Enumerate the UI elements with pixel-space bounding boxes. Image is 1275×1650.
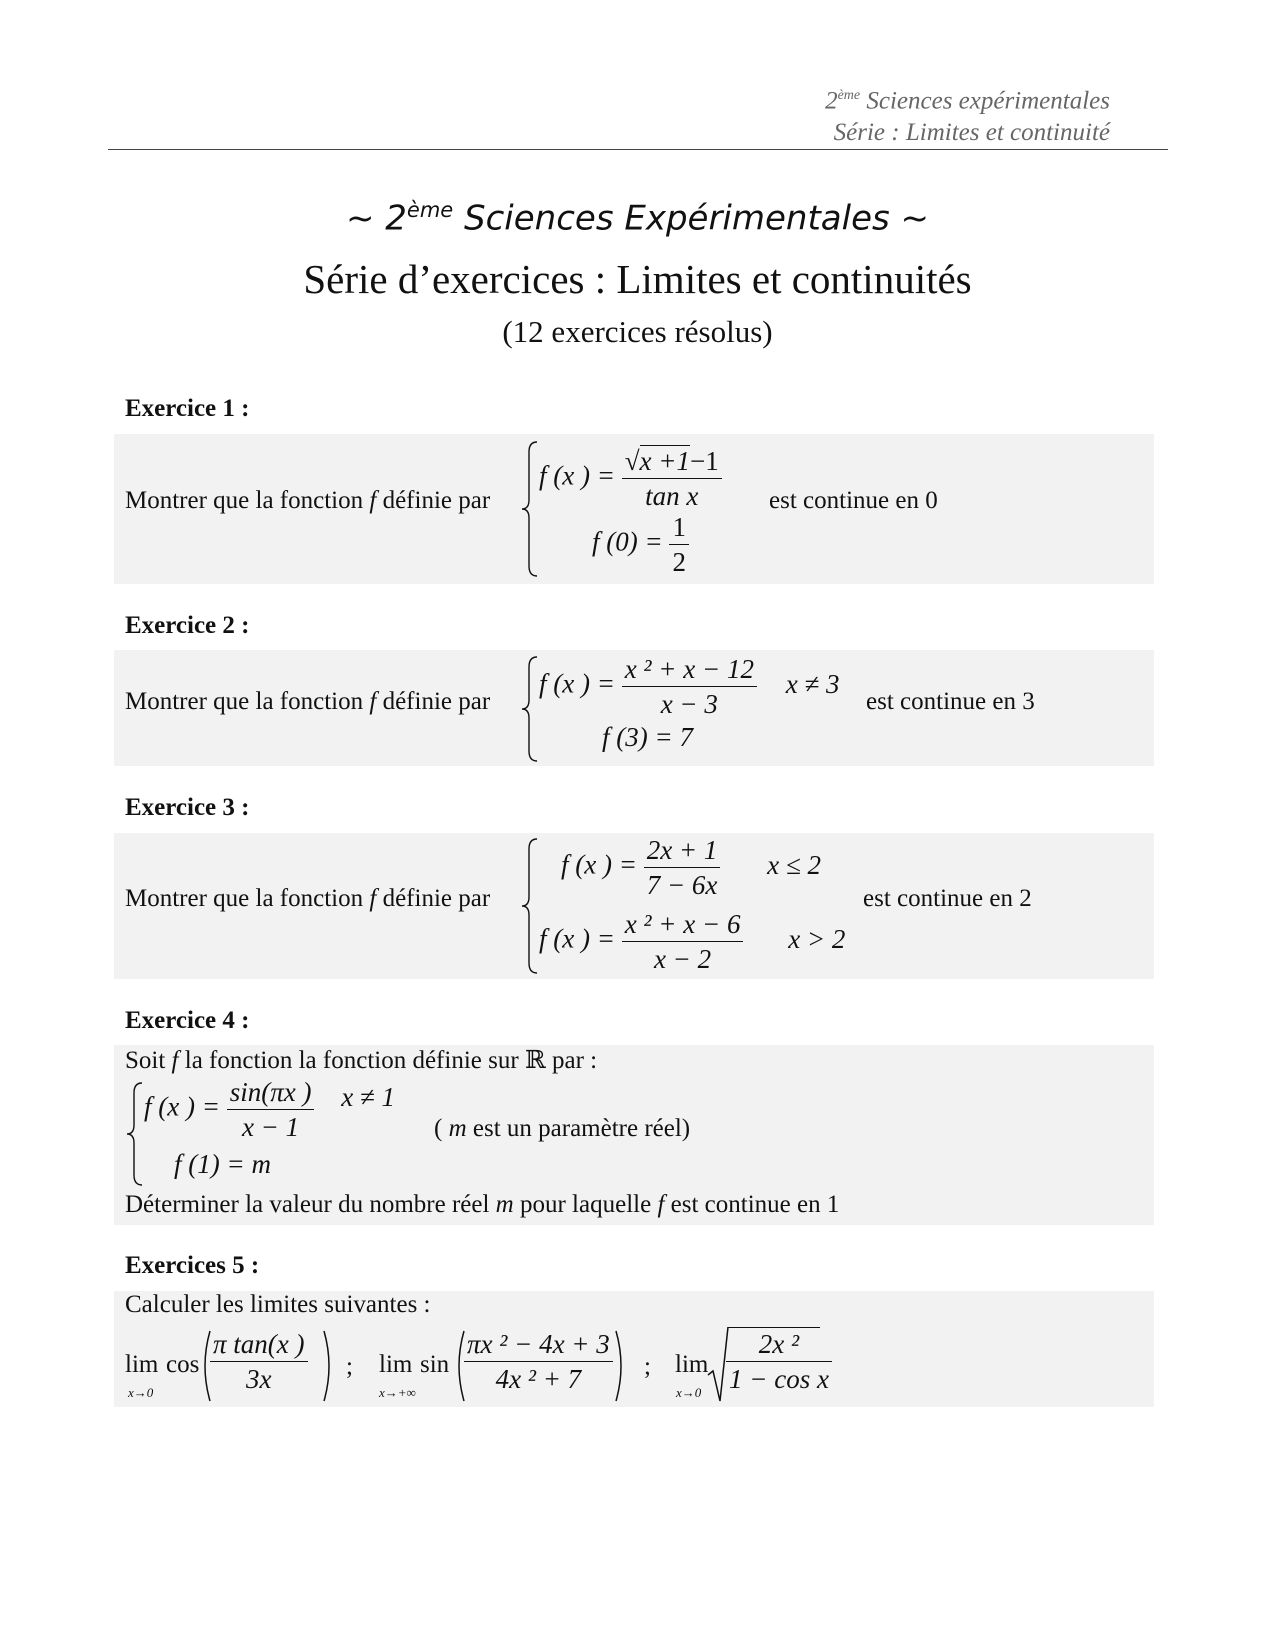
exercise-2-case-2: f (3) = 7 — [602, 722, 693, 752]
limit-2-right-paren — [614, 1329, 628, 1403]
limit-2-operator: lim — [379, 1351, 413, 1378]
running-header-line1: 2ème Sciences expérimentales — [825, 87, 1110, 115]
separator-2: ; — [644, 1353, 651, 1380]
limit-1-function: cos — [166, 1351, 200, 1378]
limit-1-right-paren — [322, 1329, 336, 1403]
separator-1: ; — [346, 1353, 353, 1380]
exercise-5-box — [114, 1291, 1154, 1407]
exercise-1-conclusion: est continue en 0 — [769, 487, 938, 514]
exercise-4-heading: Exercice 4 : — [125, 1007, 250, 1034]
limit-3-operator: lim — [675, 1351, 709, 1378]
limit-3-subscript: x→0 — [676, 1385, 702, 1400]
exercise-1-box — [114, 434, 1154, 584]
exercise-2-brace — [519, 655, 541, 763]
limit-3-fraction: $\frac{\text{2x ²}}{\text{1 − cos x}}$ — [726, 1327, 832, 1396]
limit-2-fraction: $\frac{\text{πx ² − 4x + 3}}{\text{4x ² + 7}}$ — [464, 1327, 613, 1396]
limit-1-fraction: $\frac{\text{π tan(x )}}{3x}$ — [210, 1327, 308, 1396]
exercise-1-brace — [519, 440, 541, 578]
header-rule — [108, 149, 1168, 150]
exercise-1-heading: Exercice 1 : — [125, 395, 250, 422]
exercise-4-parameter-note: ( m est un paramètre réel) — [434, 1115, 691, 1142]
exercise-1-statement: Montrer que la fonction f définie par — [125, 487, 491, 514]
exercise-2-statement: Montrer que la fonction f définie par — [125, 688, 491, 715]
exercise-4-question: Déterminer la valeur du nombre réel m pour laquelle f est continue en 1 — [125, 1191, 840, 1218]
exercise-5-heading: Exercices 5 : — [125, 1252, 260, 1279]
limit-2-function: sin — [420, 1351, 450, 1378]
exercise-3-conclusion: est continue en 2 — [863, 885, 1032, 912]
exercise-4-case-1: f (x ) = $\frac{\sin(\pi x )}{x - 1}$ x ≠ 1 — [144, 1077, 396, 1142]
exercise-3-statement: Montrer que la fonction f définie par — [125, 885, 491, 912]
document-subtitle: (12 exercices résolus) — [502, 314, 773, 349]
exercise-1-case-1: f (x ) = $\frac{√x +1-1}{\text{tan x}}$ — [539, 444, 722, 513]
exercise-4-case-2: f (1) = m — [174, 1149, 271, 1179]
exercise-3-case-2: f (x ) = $\frac{\text{x ² + x − 6}}{x - 2}$ x > 2 — [539, 909, 846, 974]
document-title-level: ~ 2ème Sciences Expérimentales ~ — [345, 198, 930, 239]
exercise-1-case-2: f (0) = $\frac{1}{2}$ — [592, 510, 689, 579]
exercise-3-brace — [519, 837, 541, 975]
exercise-3-heading: Exercice 3 : — [125, 794, 250, 821]
exercise-4-brace — [124, 1081, 146, 1187]
exercise-2-heading: Exercice 2 : — [125, 612, 250, 639]
document-title: Série d’exercices : Limites et continuités — [303, 256, 972, 302]
limit-2-subscript: x→+∞ — [379, 1385, 416, 1400]
exercise-5-intro: Calculer les limites suivantes : — [125, 1291, 431, 1318]
exercise-2-box — [114, 650, 1154, 766]
limit-1-subscript: x→0 — [128, 1385, 154, 1400]
exercise-3-box — [114, 833, 1154, 979]
running-header-line2: Série : Limites et continuité — [833, 119, 1110, 147]
exercise-4-box — [114, 1045, 1154, 1225]
exercise-4-intro: Soit f la fonction la fonction définie sur ℝ par : — [125, 1047, 598, 1074]
exercise-3-case-1: f (x ) = $\frac{2x + 1}{7 - 6x}$ x ≤ 2 — [561, 835, 821, 900]
running-header — [825, 80, 1110, 149]
exercise-2-case-1: f (x ) = $\frac{\text{x ² + x − 12}}{x - 3}$ x ≠ 3 — [539, 654, 840, 719]
limit-1-operator: lim — [125, 1351, 159, 1378]
exercise-2-conclusion: est continue en 3 — [866, 688, 1035, 715]
